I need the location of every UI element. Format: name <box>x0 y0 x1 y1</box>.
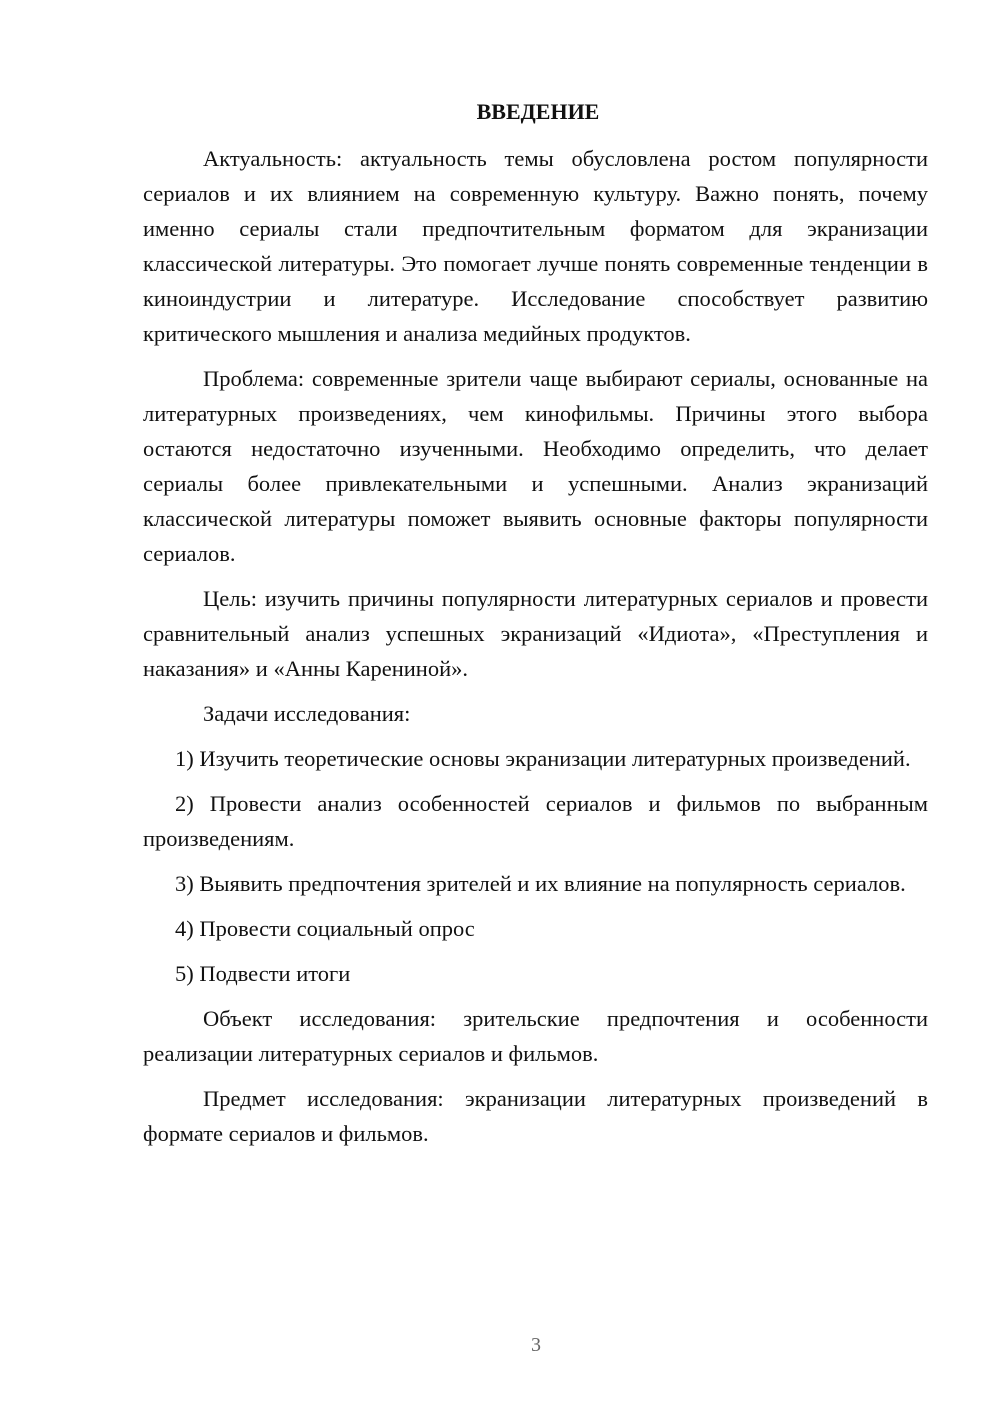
problem-paragraph: Проблема: современные зрители чаще выбирают сериалы, основанные на литературных произведениях, чем кинофильмы. Причины этого выбора остаются недостаточно изученными. Необходимо определить, что делает сериалы более привлекательными и успешными. Анализ экранизаций классической литературы поможет выявить основные факторы популярности сериалов. <box>143 366 928 566</box>
task-item-4: 4) Провести социальный опрос <box>175 916 475 941</box>
task-item-2: 2) Провести анализ особенностей сериалов и фильмов по выбранным произведениям. <box>143 791 928 851</box>
goal-paragraph: Цель: изучить причины популярности литературных сериалов и провести сравнительный анализ успешных экранизаций «Идиота», «Преступления и наказания» и «Анны Карениной». <box>143 586 928 681</box>
task-item-5: 5) Подвести итоги <box>175 961 351 986</box>
task-item-1: 1) Изучить теоретические основы экранизации литературных произведений. <box>175 746 911 771</box>
page-number: 3 <box>531 1334 541 1356</box>
section-heading: ВВЕДЕНИЕ <box>476 99 600 124</box>
object-paragraph: Объект исследования: зрительские предпочтения и особенности реализации литературных сериалов и фильмов. <box>143 1006 928 1066</box>
relevance-paragraph: Актуальность: актуальность темы обусловлена ростом популярности сериалов и их влиянием на современную культуру. Важно понять, почему именно сериалы стали предпочтительным форматом для экранизации классической литературы. Это помогает лучше понять современные тенденции в киноиндустрии и литературе. Исследование способствует развитию критического мышления и анализа медийных продуктов. <box>143 146 928 346</box>
page-content <box>143 94 928 1161</box>
tasks-title: Задачи исследования: <box>203 701 411 726</box>
subject-paragraph: Предмет исследования: экранизации литературных произведений в формате сериалов и фильмов. <box>143 1086 928 1146</box>
task-item-3: 3) Выявить предпочтения зрителей и их влияние на популярность сериалов. <box>175 871 906 896</box>
